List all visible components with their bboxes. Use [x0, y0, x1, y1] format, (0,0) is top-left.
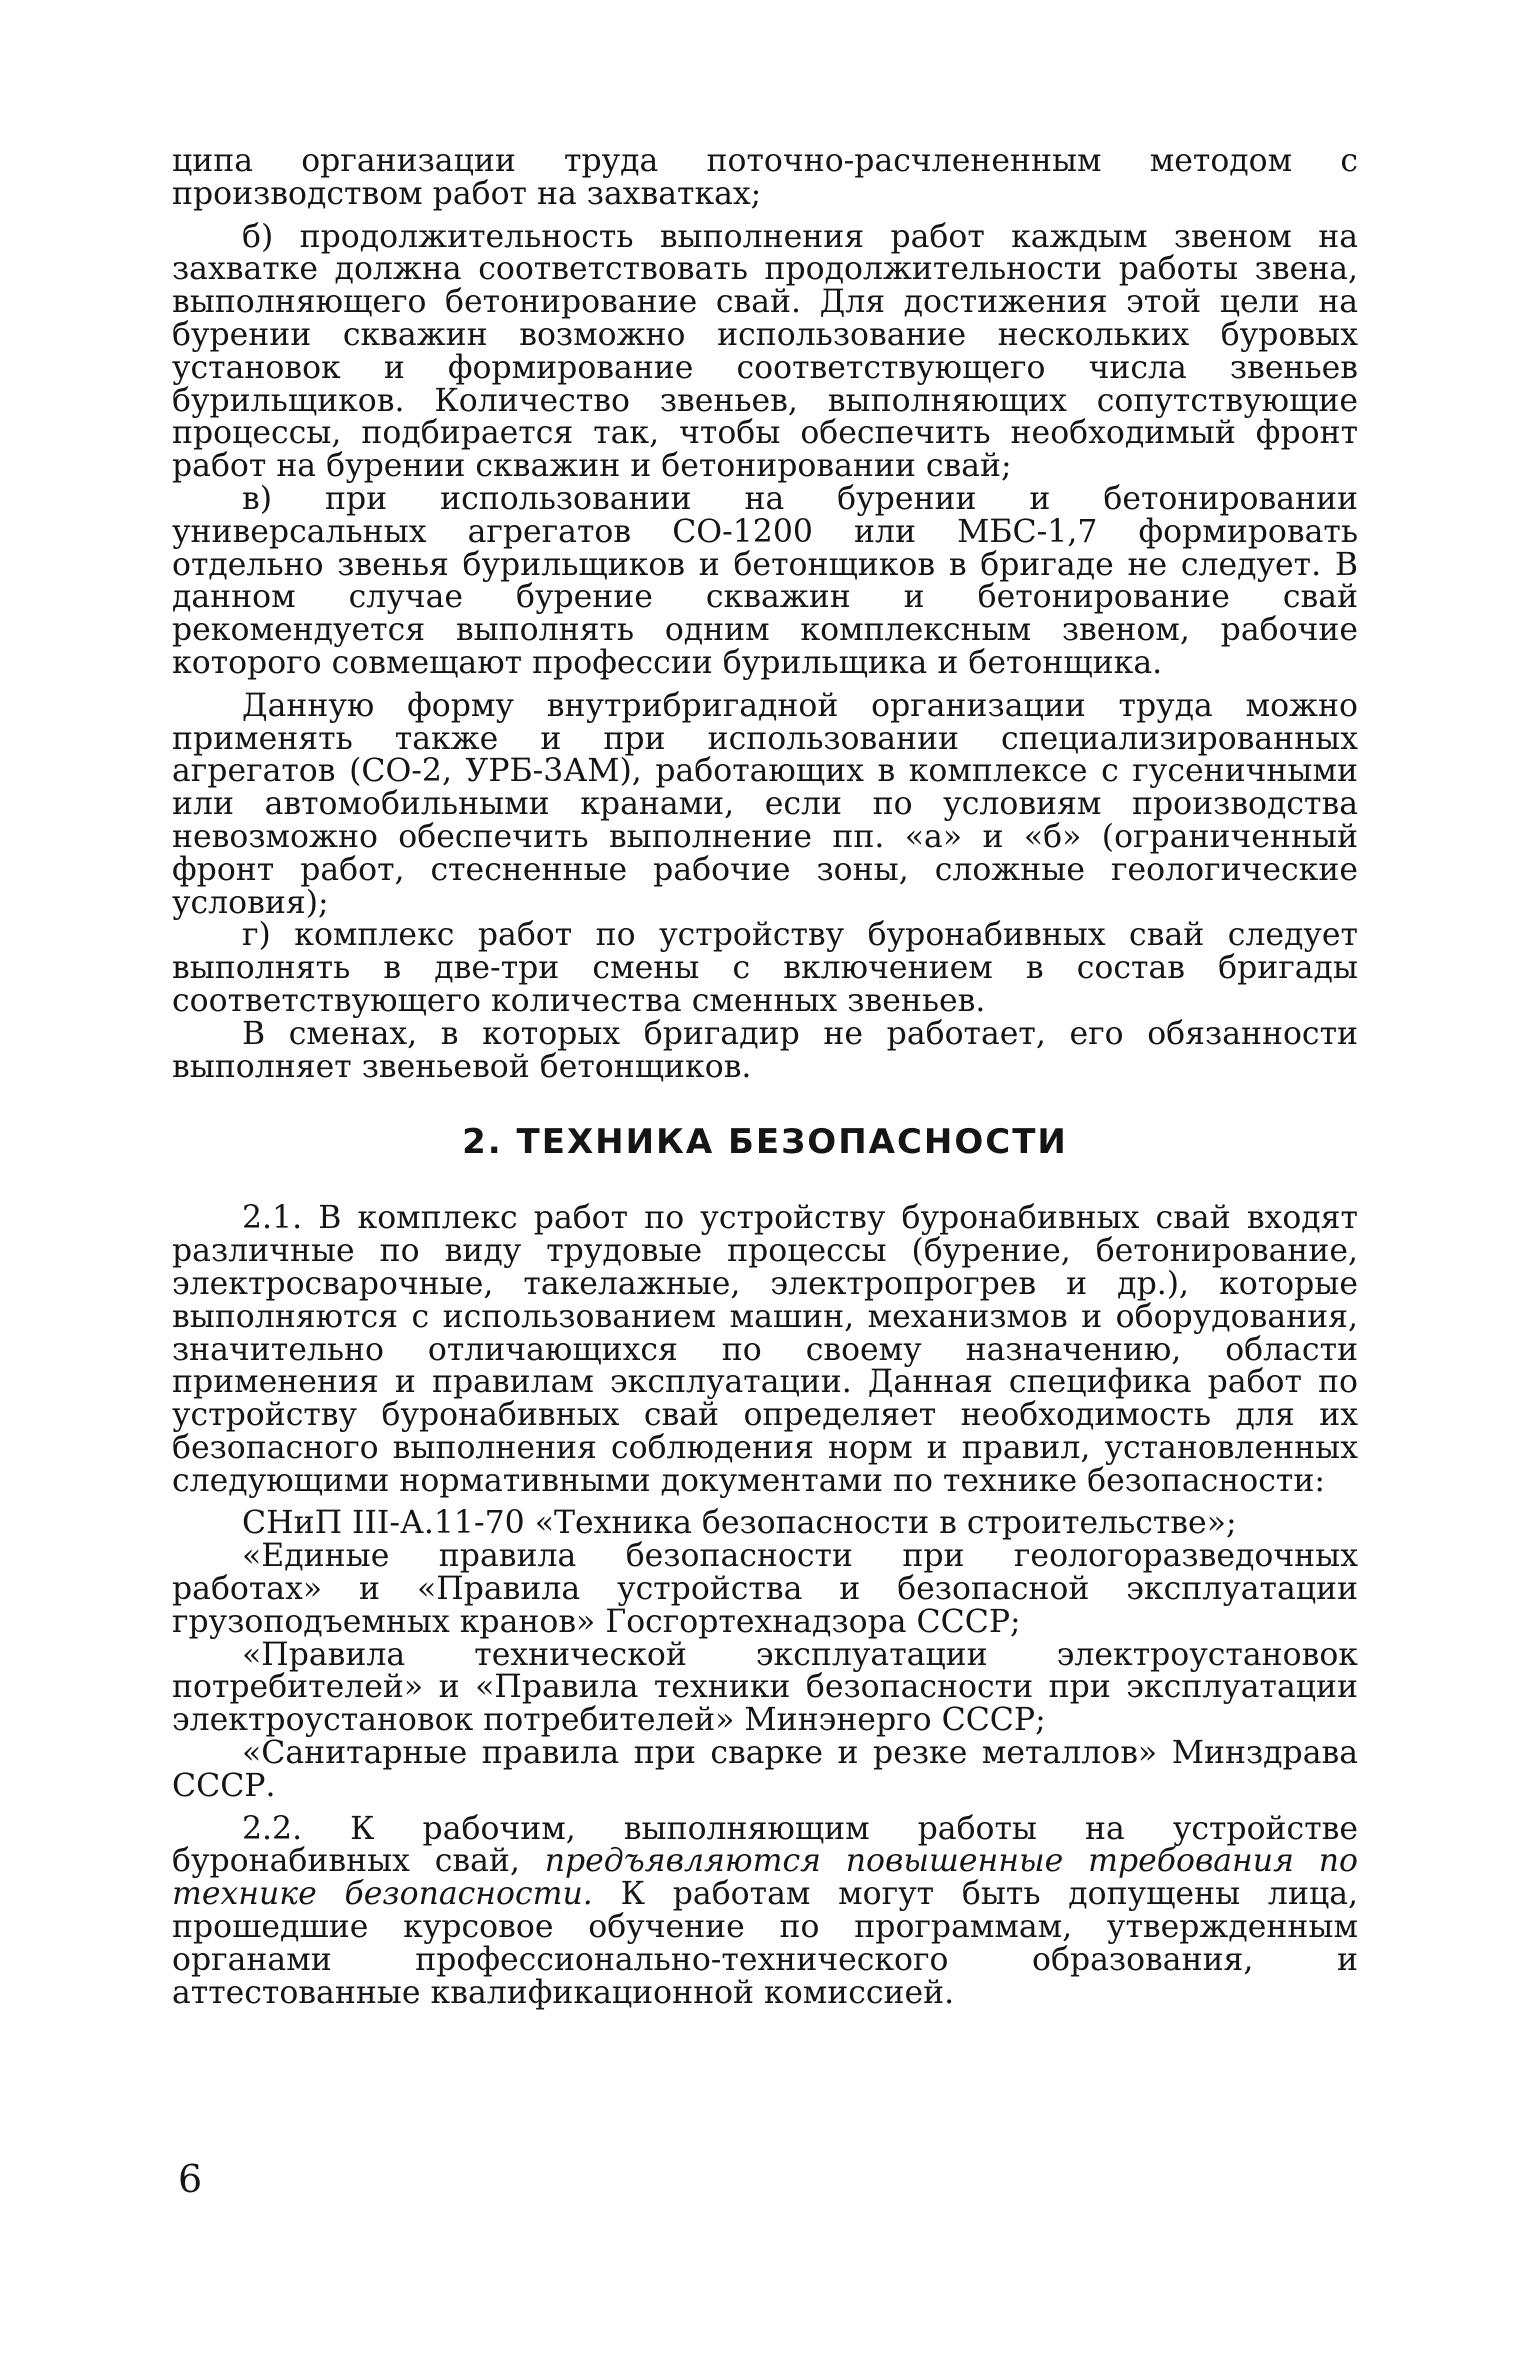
- paragraph-2-2-tail: К работам могут быть допущены лица, прошедшие курсовое обучение по программам, утвержденным органами профессионально-технического образования, и аттестованные квалификационной комиссией.: [172, 1876, 1358, 2011]
- paragraph-2-1: 2.1. В комплекс работ по устройству буронабивных свай входят различные по виду трудовые процессы (бурение, бетонирование, электросварочные, такелажные, электропрогрев и др.), которые выполняются с использованием машин, механизмов и оборудования, значительно отличающихся по своему назначению, области применения и правилам эксплуатации. Данная специфика работ по устройству буронабивных свай определяет необходимость для их безопасного выполнения соблюдения норм и правил, установленных следующими нормативными документами по технике безопасности:: [172, 1200, 1358, 1499]
- paragraph-2-2-emphasis: предъявляются повышенные требования по технике безопасности.: [172, 1843, 1359, 1913]
- paragraph-item-v: в) при использовании на бурении и бетонировании универсальных агрегатов СО-1200 или МБС-1,7 формировать отдельно звенья бурильщиков и бетонщиков в бригаде не следует. В данном случае бурение скважин и бетонирование свай рекомендуется выполнять одним комплексным звеном, рабочие которого совмещают профессии бурильщика и бетонщика.: [172, 480, 1358, 681]
- paragraph-2-2-lead: 2.2. К рабочим, выполняющим работы на устройстве буронабивных свай,: [172, 1810, 1358, 1880]
- paragraph-item-g: г) комплекс работ по устройству буронабивных свай следует выполнять в две-три смены с включением в состав бригады соответствующего количества сменных звеньев.: [172, 917, 1358, 1019]
- paragraph-snip-reference: СНиП III-А.11-70 «Техника безопасности в строительстве»;: [242, 1505, 1237, 1542]
- page-number: 6: [178, 2157, 203, 2201]
- paragraph-shift-note: В сменах, в которых бригадир не работает, его обязанности выполняет звеньевой бетонщиков.: [172, 1015, 1358, 1085]
- paragraph-sanitary-rules: «Санитарные правила при сварке и резке металлов» Минздрава СССР.: [172, 1735, 1358, 1804]
- paragraph-geology-rules: «Единые правила безопасности при геологоразведочных работах» и «Правила устройства и безопасной эксплуатации грузоподъемных кранов» Госгортехнадзора СССР;: [172, 1538, 1358, 1640]
- section-heading: 2. ТЕХНИКА БЕЗОПАСНОСТИ: [462, 1122, 1068, 1163]
- paragraph-2-2: [172, 1810, 1359, 2011]
- paragraph-continuation: ципа организации труда поточно-расчлененным методом с производством работ на захватках;: [172, 143, 1358, 212]
- page-body: [172, 145, 1358, 2009]
- paragraph-form-note: Данную форму внутрибригадной организации труда можно применять также и при использовании специализированных агрегатов (СО-2, УРБ-3АМ), работающих в комплексе с гусеничными или автомобильными кранами, если по условиям производства невозможно обеспечить выполнение пп. «а» и «б» (ограниченный фронт работ, стесненные рабочие зоны, сложные геологические условия);: [172, 687, 1358, 921]
- paragraph-item-b: б) продолжительность выполнения работ каждым звеном на захватке должна соответствовать продолжительности работы звена, выполняющего бетонирование свай. Для достижения этой цели на бурении скважин возможно использование нескольких буровых установок и формирование соответствующего числа звеньев бурильщиков. Количество звеньев, выполняющих сопутствующие процессы, подбирается так, чтобы обеспечить необходимый фронт работ на бурении скважин и бетонировании свай;: [172, 218, 1358, 485]
- paragraph-electrical-rules: «Правила технической эксплуатации электроустановок потребителей» и «Правила техники безопасности при эксплуатации электроустановок потребителей» Минэнерго СССР;: [172, 1636, 1358, 1739]
